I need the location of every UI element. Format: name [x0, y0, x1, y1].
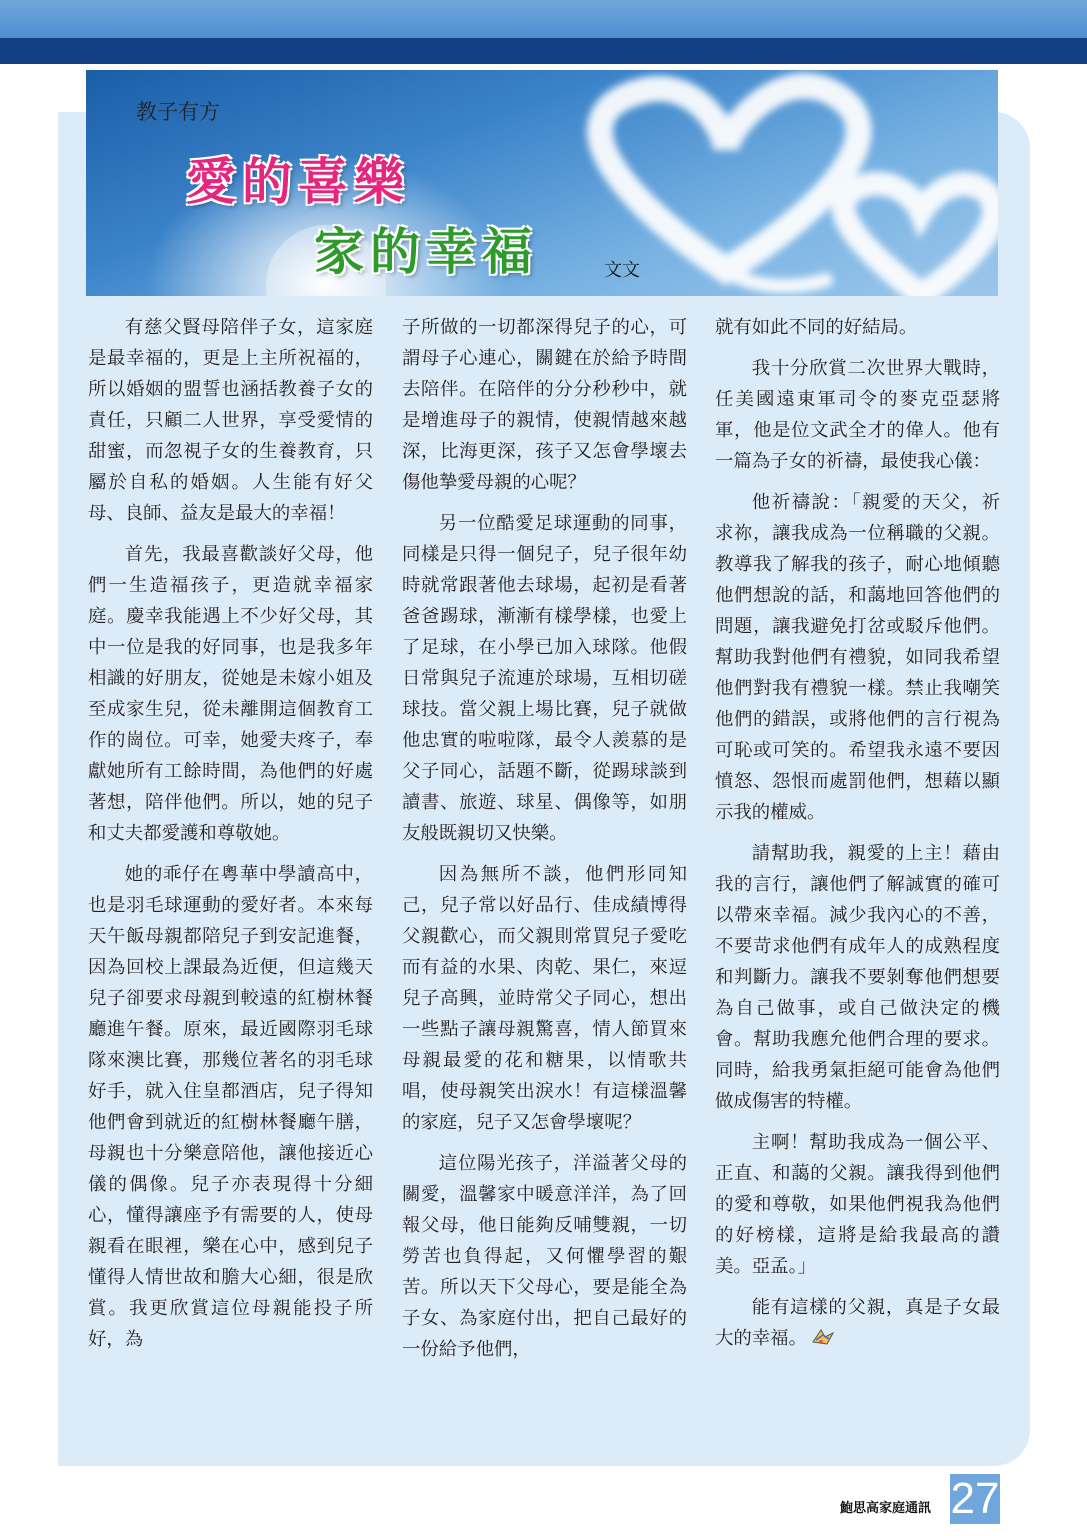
- hero-banner: [86, 70, 998, 296]
- paragraph-final: [715, 1292, 1000, 1354]
- paragraph: 主啊！幫助我成為一個公平、正直、和藹的父親。讓我得到他們的愛和尊敬，如果他們視我為他們的好榜樣，這將是給我最高的讚美。亞孟。」: [715, 1132, 1000, 1277]
- paragraph: 這位陽光孩子，洋溢著父母的關愛，溫馨家中暖意洋洋，為了回報父母，他日能夠反哺雙親，一切勞苦也負得起，又何懼學習的艱苦。所以天下父母心，要是能全為子女、為家庭付出，把自己最好的一份給予他們，: [402, 1153, 687, 1360]
- paragraph: 另一位酷愛足球運動的同事，同樣是只得一個兒子，兒子很年幼時就常跟著他去球場，起初是看著爸爸踢球，漸漸有樣學樣，也愛上了足球，在小學已加入球隊。他假日常與兒子流連於球場，互相切磋球技。當父親上場比賽，兒子就做他忠實的啦啦隊，最令人羨慕的是父子同心，話題不斷，從踢球談到讀書、旅遊、球星、偶像等，如朋友般既親切又快樂。: [402, 513, 687, 844]
- publication-name: 鮑思高家庭通訊: [840, 1501, 932, 1516]
- paragraph: 子所做的一切都深得兒子的心，可謂母子心連心，關鍵在於給予時間去陪伴。在陪伴的分分秒秒中，就是增進母子的親情，使親情越來越深，比海更深，孩子又怎會學壞去傷他摯愛母親的心呢？: [402, 317, 687, 493]
- author-name: 文文: [604, 260, 640, 281]
- page-number: 27: [950, 1474, 1000, 1523]
- header-band-dark: [0, 38, 1087, 64]
- paragraph: 有慈父賢母陪伴子女，這家庭是最幸福的，更是上主所祝福的，所以婚姻的盟誓也涵括教養子女的責任，只顧二人世界，享受愛情的甜蜜，而忽視子女的生養教育，只屬於自私的婚姻。人生能有好父母、良師、益友是最大的幸福！: [88, 317, 373, 524]
- text-column-1: [88, 312, 373, 1365]
- paragraph: 就有如此不同的好結局。: [715, 317, 918, 338]
- paragraph: 首先，我最喜歡談好父母，他們一生造福孩子，更造就幸福家庭。慶幸我能遇上不少好父母，其中一位是我的好同事，也是我多年相識的好朋友，從她是未嫁小姐及至成家生兒，從未離開這個教育工作的崗位。可幸，她愛夫疼子，奉獻她所有工餘時間，為他們的好處著想，陪伴他們。所以，她的兒子和丈夫都愛護和尊敬她。: [88, 544, 373, 844]
- paragraph: 因為無所不談，他們形同知己，兒子常以好品行、佳成績博得父親歡心，而父親則常買兒子愛吃而有益的水果、肉乾、果仁，來逗兒子高興，並時常父子同心，想出一些點子讓母親驚喜，情人節買來母親最愛的花和糖果，以情歌共唱，使母親笑出淚水！有這樣溫馨的家庭，兒子又怎會學壞呢？: [402, 864, 687, 1133]
- text-column-3: [715, 312, 1000, 1364]
- header-band-light: [0, 0, 1087, 38]
- paragraph: 他祈禱說：「親愛的天父，祈求祢，讓我成為一位稱職的父親。教導我了解我的孩子，耐心地傾聽他們想說的話，和藹地回答他們的問題，讓我避免打岔或駁斥他們。幫助我對他們有禮貌，如同我希望他們對我有禮貌一樣。禁止我嘲笑他們的錯誤，或將他們的言行視為可恥或可笑的。希望我永遠不要因憤怒、怨恨而處罰他們，想藉以顯示我的權威。: [715, 492, 1000, 823]
- article-title-line2: 家的幸福: [314, 223, 538, 281]
- paragraph: 她的乖仔在粵華中學讀高中，也是羽毛球運動的愛好者。本來每天午飯母親都陪兒子到安記進餐，因為回校上課最為近便，但這幾天兒子卻要求母親到較遠的紅樹林餐廳進午餐。原來，最近國際羽毛球隊來澳比賽，那幾位著名的羽毛球好手，就入住皇都酒店，兒子得知他們會到就近的紅樹林餐廳午膳，母親也十分樂意陪他，讓他接近心儀的偶像。兒子亦表現得十分細心，懂得讓座予有需要的人，使母親看在眼裡，樂在心中，感到兒子懂得人情世故和膽大心細，很是欣賞。我更欣賞這位母親能投子所好，為: [88, 864, 373, 1350]
- section-label: 教子有方: [136, 100, 220, 124]
- text-column-2: [402, 312, 687, 1375]
- paragraph: 請幫助我，親愛的上主！藉由我的言行，讓他們了解誠實的確可以帶來幸福。減少我內心的不善，不要苛求他們有成年人的成熟程度和判斷力。讓我不要剝奪他們想要為自己做事，或自己做決定的機會。幫助我應允他們合理的要求。同時，給我勇氣拒絕可能會為他們做成傷害的特權。: [715, 843, 1000, 1112]
- end-mark-icon: [811, 1327, 835, 1347]
- paragraph: 我十分欣賞二次世界大戰時，任美國遠東軍司令的麥克亞瑟將軍，他是位文武全才的偉人。他有一篇為子女的祈禱，最使我心儀：: [715, 358, 1000, 472]
- article-title-line1: 愛的喜樂: [186, 153, 410, 211]
- paragraph-text: 能有這樣的父親，真是子女最大的幸福。: [715, 1297, 1000, 1349]
